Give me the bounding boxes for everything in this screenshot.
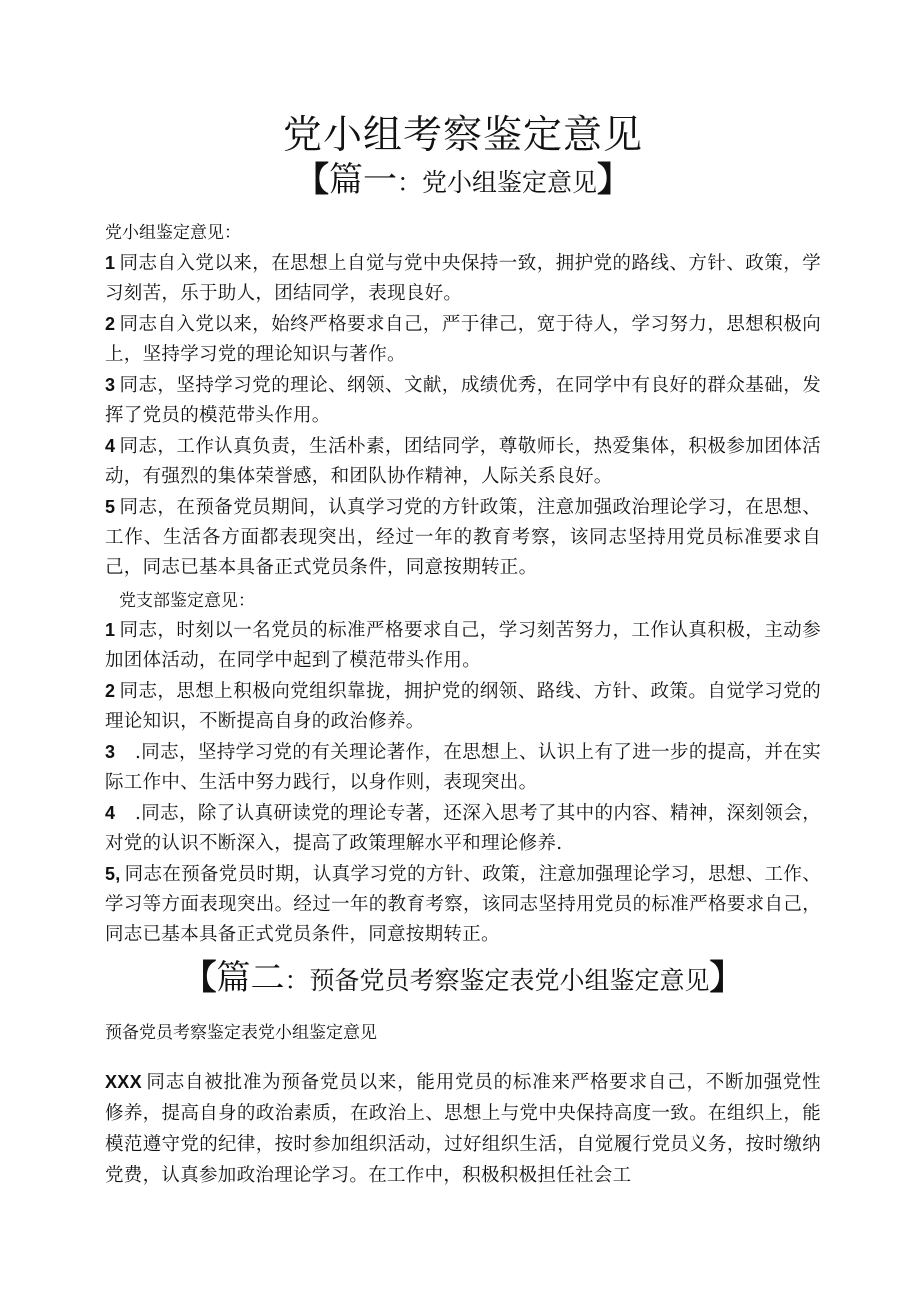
list-item <box>105 431 821 492</box>
list-item <box>105 737 821 798</box>
item-text: 同志，时刻以一名党员的标准严格要求自己，学习刻苦努力，工作认真积极，主动参加团体活动，在同学中起到了模范带头作用。 <box>105 620 821 671</box>
heading-close-bracket: 】 <box>709 958 744 998</box>
item-text: 同志，工作认真负责，生活朴素，团结同学，尊敬师长，热爱集体，积极参加团体活动，有强烈的集体荣誉感，和团队协作精神，人际关系良好。 <box>105 436 821 487</box>
heading-chapter: 篇一 <box>328 160 397 200</box>
item-number: 2 <box>105 681 116 701</box>
opinion-list <box>105 248 821 583</box>
item-number: 1 <box>105 620 116 640</box>
list-item <box>105 798 821 859</box>
group-label-block <box>105 222 821 244</box>
item-number: 5 <box>105 497 116 517</box>
item-number: 4 <box>105 436 116 456</box>
group-label-block <box>105 1022 821 1044</box>
heading-open-bracket: 【 <box>294 160 329 200</box>
item-text: 同志，坚持学习党的理论、纲领、文献，成绩优秀，在同学中有良好的群众基础，发挥了党员的模范带头作用。 <box>105 375 821 426</box>
paragraph-lead: XXX <box>105 1072 142 1092</box>
group-label-block <box>119 590 835 612</box>
item-text: 同志自入党以来，在思想上自觉与党中央保持一致，拥护党的路线、方针、政策，学习刻苦，乐于助人，团结同学，表现良好。 <box>105 253 821 304</box>
body-paragraph-block <box>105 1067 821 1191</box>
list-item <box>105 676 821 737</box>
heading-title: ：预备党员考察鉴定表党小组鉴定意见 <box>284 966 710 995</box>
list-item <box>105 492 821 583</box>
section-heading-1 <box>105 157 821 206</box>
list-item <box>105 859 821 950</box>
body-paragraph <box>105 1067 821 1191</box>
group-label: 党小组鉴定意见： <box>105 223 241 243</box>
paragraph-text: 同志自被批准为预备党员以来，能用党员的标准来严格要求自己，不断加强党性修养，提高自身的政治素质，在政治上、思想上与党中央保持高度一致。在组织上，能模范遵守党的纪律，按时参加组织活动，过好组织生活，自觉履行党员义务，按时缴纳党费，认真参加政治理论学习。在工作中，积极积极担任社会工 <box>105 1072 821 1186</box>
list-item <box>105 248 821 309</box>
list-item <box>105 309 821 370</box>
opinion-list <box>105 615 821 950</box>
item-text: 同志，在预备党员期间，认真学习党的方针政策，注意加强政治理论学习，在思想、工作、生活各方面都表现突出，经过一年的教育考察，该同志坚持用党员标准要求自己，同志已基本具备正式党员条件，同意按期转正。 <box>105 497 821 578</box>
list-item <box>105 370 821 431</box>
item-text: 同志自入党以来，始终严格要求自己，严于律己，宽于待人，学习努力，思想积极向上，坚持学习党的理论知识与著作。 <box>105 314 821 365</box>
item-number: 3 <box>105 742 116 762</box>
item-number: 2 <box>105 314 116 334</box>
item-number: 3 <box>105 375 116 395</box>
item-number: 4 <box>105 803 116 823</box>
heading-title: ：党小组鉴定意见 <box>396 168 597 197</box>
item-text: 同志在预备党员时期，认真学习党的方针、政策，注意加强理论学习，思想、工作、学习等方面表现突出。经过一年的教育考察，该同志坚持用党员的标准严格要求自己，同志已基本具备正式党员条件，同意按期转正。 <box>105 864 821 945</box>
group-label: 预备党员考察鉴定表党小组鉴定意见 <box>105 1023 377 1043</box>
item-text: .同志，除了认真研读党的理论专著，还深入思考了其中的内容、精神，深刻领会，对党的认识不断深入，提高了政策理解水平和理论修养. <box>105 803 821 854</box>
section-heading-2 <box>105 955 821 1004</box>
document-title: 党小组考察鉴定意见 <box>282 113 643 158</box>
heading-chapter: 篇二 <box>216 958 285 998</box>
group-label: 党支部鉴定意见： <box>119 591 255 611</box>
list-item <box>105 615 821 676</box>
item-text: 同志，思想上积极向党组织靠拢，拥护党的纲领、路线、方针、政策。自觉学习党的理论知识，不断提高自身的政治修养。 <box>105 681 821 732</box>
heading-close-bracket: 】 <box>597 160 631 200</box>
heading-open-bracket: 【 <box>182 958 217 998</box>
item-number: 5, <box>105 864 121 884</box>
item-text: .同志，坚持学习党的有关理论著作，在思想上、认识上有了进一步的提高，并在实际工作中、生活中努力践行，以身作则，表现突出。 <box>105 742 821 793</box>
item-number: 1 <box>105 253 116 273</box>
